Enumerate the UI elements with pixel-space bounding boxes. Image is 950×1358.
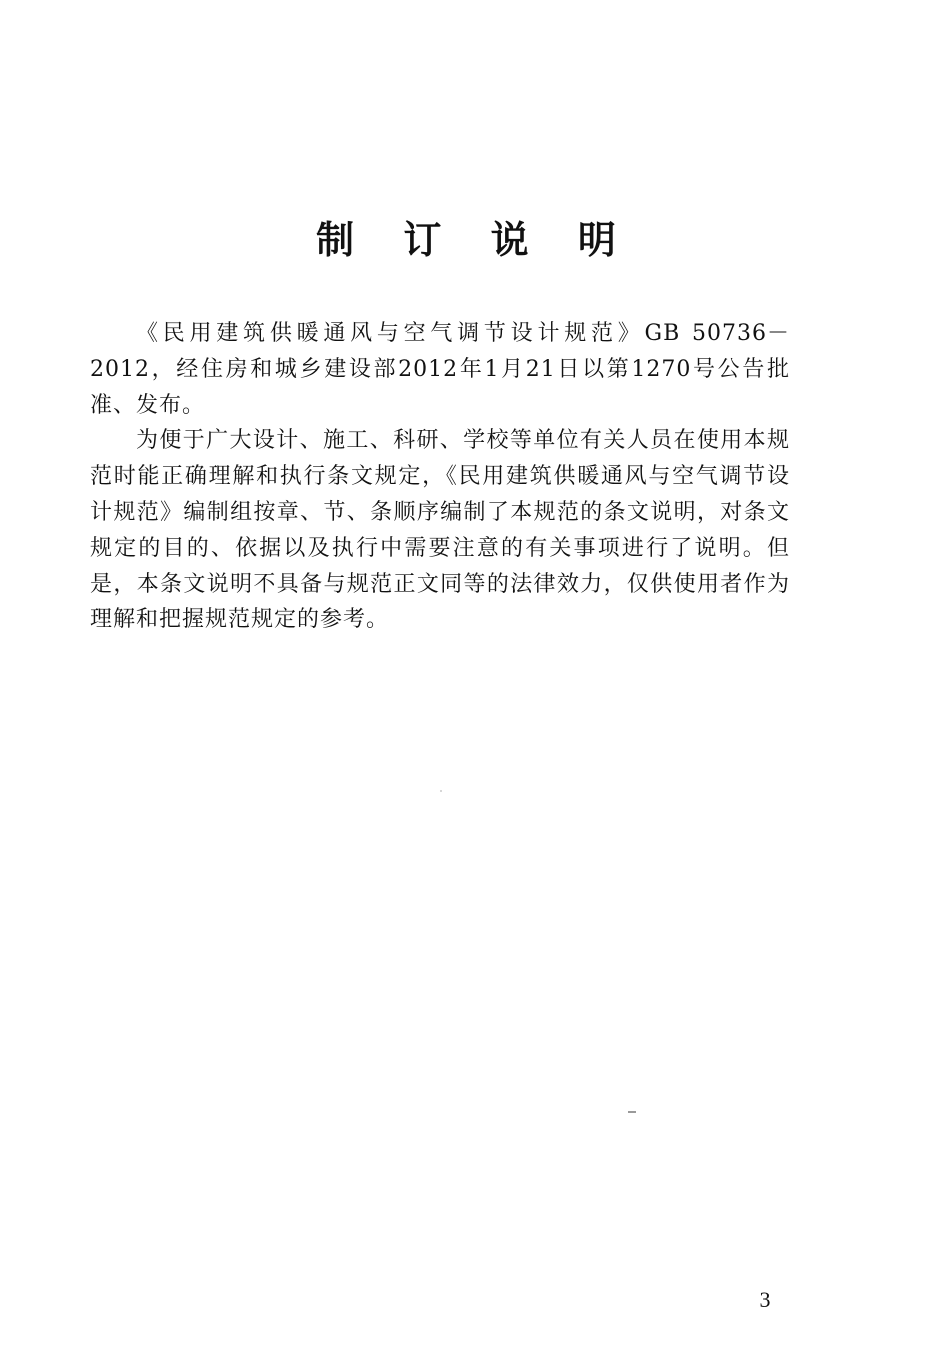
page-number: 3 [759, 1287, 771, 1312]
scan-speck [440, 790, 442, 792]
page-title: 制 订 说 明 [316, 218, 634, 262]
scan-speck [628, 1111, 636, 1113]
paragraph-explanation: 为便于广大设计、施工、科研、学校等单位有关人员在使用本规范时能正确理解和执行条文规定，《民用建筑供暖通风与空气调节设计规范》编制组按章、节、条顺序编制了本规范的条文说明，对条文规定的目的、依据以及执行中需要注意的有关事项进行了说明。但是，本条文说明不具备与规范正文同等的法律效力，仅供使用者作为理解和把握规范规定的参考。 [90, 428, 790, 633]
body-text [90, 316, 790, 638]
paragraph-approval: 《民用建筑供暖通风与空气调节设计规范》GB 50736－2012，经住房和城乡建设部2012年1月21日以第1270号公告批准、发布。 [90, 321, 790, 418]
